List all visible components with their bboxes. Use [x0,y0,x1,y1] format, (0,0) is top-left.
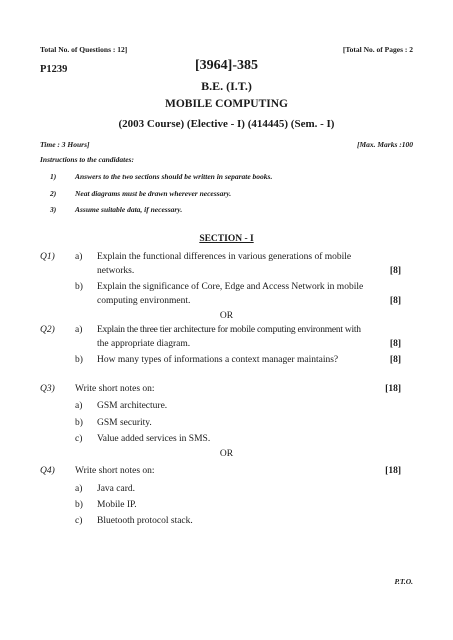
part-label: b) [75,418,83,428]
part-label: a) [75,401,83,411]
question-number: Q4) [40,466,55,476]
course-line: (2003 Course) (Elective - I) (414445) (Sem. - I) [118,118,335,130]
marks: [8] [389,266,401,276]
marks: [8] [389,296,401,306]
instruction-text: Answers to the two sections should be written in separate books. [75,172,273,181]
list-item: Bluetooth protocol stack. [97,516,193,526]
marks: [18] [385,466,401,476]
instruction-text: Neat diagrams must be drawn wherever necessary. [75,189,232,198]
question-text: Explain the functional differences in various generations of mobile [97,252,352,262]
part-label: a) [75,325,83,335]
part-label: b) [75,282,83,292]
part-label: b) [75,355,83,365]
part-label: a) [75,252,83,262]
part-label: a) [75,484,83,494]
part-label: c) [75,434,83,444]
list-item: Mobile IP. [97,500,137,510]
list-item: GSM security. [97,418,152,428]
list-item: Value added services in SMS. [97,434,211,444]
question-text: the appropriate diagram. [97,339,191,349]
instruction-number: 1) [50,172,57,181]
paper-code: P1239 [40,64,68,75]
time-allowed: Time : 3 Hours] [40,140,90,149]
question-number: Q1) [40,252,55,262]
or-separator: OR [219,311,234,321]
list-item: GSM architecture. [97,401,168,411]
question-text: Write short notes on: [75,466,155,476]
question-number: Q2) [40,325,55,335]
degree: B.E. (I.T.) [201,79,252,93]
marks: [8] [389,339,401,349]
question-text: How many types of informations a context manager maintains? [97,355,339,365]
instruction-text: Assume suitable data, if necessary. [75,205,183,214]
question-text: Write short notes on: [75,384,155,394]
subject-title: MOBILE COMPUTING [165,98,288,110]
total-pages: [Total No. of Pages : 2 [342,45,413,54]
list-item: Java card. [97,484,135,494]
instruction-number: 2) [50,189,57,198]
max-marks: [Max. Marks :100 [356,140,413,149]
instructions-heading: Instructions to the candidates: [40,155,134,164]
question-text: networks. [97,266,135,276]
or-separator: OR [219,449,234,459]
question-text: computing environment. [97,296,191,306]
marks: [18] [385,384,401,394]
part-label: c) [75,516,83,526]
question-number: Q3) [40,384,55,394]
pto-label: P.T.O. [394,577,413,586]
question-text: Explain the three tier architecture for mobile computing environment with [97,325,361,335]
total-questions: Total No. of Questions : 12] [40,45,128,54]
section-title: SECTION - I [199,234,254,244]
marks: [8] [389,355,401,365]
exam-code: [3964]-385 [195,58,258,73]
part-label: b) [75,500,83,510]
instruction-number: 3) [50,205,57,214]
question-text: Explain the significance of Core, Edge and Access Network in mobile [97,282,364,292]
